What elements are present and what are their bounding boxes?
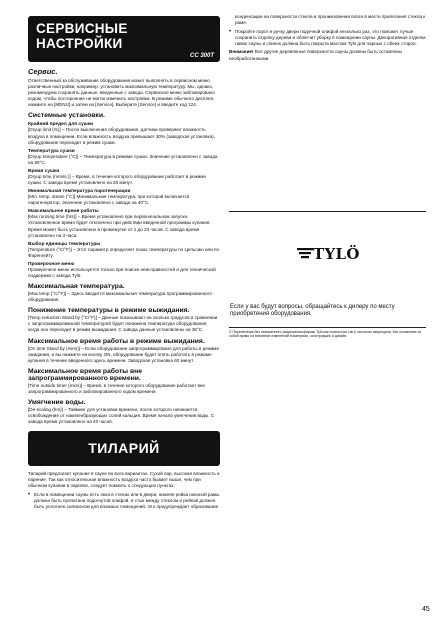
tylo-logo-mark-icon [297, 246, 313, 260]
attention-label: Внимание! [229, 49, 254, 55]
left-column [28, 0, 220, 512]
item-text: [Dryup time (mmss.)] – Время, в течение которого оборудование работает в режиме сушки. С завода время установлено на 20 минут. [28, 173, 207, 186]
banner-title: СЕРВИСНЫЕ НАСТРОЙКИ [36, 21, 128, 51]
item-title: Температура сушки [28, 148, 75, 154]
section-text: [Max temp (°C/°F)] – Здесь вводится максимальная температура программированного оборудования. [28, 291, 212, 303]
section-heading: Максимальная температура. [28, 283, 125, 291]
item-text: [Dryup limit (%)] – После выключения оборудования, датчики проверяют влажность воздуха в помещении. Если влажность воздуха превышает 30% (заводская установка), оборудование переходит в режим сушки. [28, 127, 215, 145]
right-column [229, 0, 426, 631]
section-heading: Максимальное время работы в режиме выжидания. [28, 337, 205, 345]
item-title: Минимальная температура парогенерации [28, 189, 131, 195]
section-text: [On time Stand by (mins)] – Если оборудование запрограммировано для работы в режиме ожидания, и вы нажмете на кнопку ON, оборудование будет опять работать в режиме купания в течение введенного здесь времени. Заводская установка 60 минут. [28, 345, 219, 363]
attention-note [229, 49, 426, 61]
item-text: [Max running time (hrs)] – Время установлено при первоначальном запуске. Установленное время будет отключено при действии введенной программы купания. Время может быть установлено в промежутке от 1 до 24 часов. С завода время установлено на 3 часа. [28, 214, 211, 238]
section-text: [Temp reduction Stand by (°C/°F)] – Данные показывают на сколько градусов в сравнении с запрограммированной температурой будет понижена температура оборудования, когда оно переходит в режим выжидания. С завода данные установлены на 36°C. [28, 315, 218, 333]
service-heading: Сервис. [28, 67, 58, 76]
tilarium-intro: Тиларий предлагает купание в сауне во всех вариантах. Сухой пар, высокая влажность и парение. Так как относительная влажность воздуха часто бывает выше, чем при обычном купании в парилке, следует помнить о следующих пунктах: [28, 471, 220, 489]
item-title: Время сушки [28, 168, 60, 174]
contact-text: Если у вас будут вопросы, обращайтесь к дилеру по месту приобретения оборудования. [230, 304, 395, 317]
banner-model: CC 300T [189, 53, 214, 59]
item-title: Максимальное время работы [28, 209, 99, 215]
item-text: Проверочное меню используется только при поиске неисправностей и для технической поддержки с завода Tylö. [28, 266, 216, 278]
page-number: 45 [422, 606, 430, 613]
section-heading: Умягчение воды. [28, 399, 86, 406]
tilarium-bullet: • Если в помещении сауны есть окна в стенах или в двери, нижняя рейка оконной рамы должна быть пропитана подогнутой олифой, и стык между стеклом и рейкой должен быть уплотнен силиконом для влажных помещений. Это предупреждает образование [28, 492, 220, 510]
section-heading: Максимальное время работы вне запрограммированного времени. [28, 367, 143, 382]
service-intro: Ответственный за обслуживание оборудования может выполнять в сервисном меню различные настройки, например, установить максимальную температуру. Мы, однако, рекомендуем сохранять данные, введенные с завода. Сервисное меню заблокировано кодом, чтобы посторонние не могли изменить настройки. В режиме обычного дисплея, нажмите на [MENU] и затем на [Service]. Выберите [Service] и введите код 124. [28, 78, 215, 108]
logo-box [229, 211, 426, 328]
right-bullet: • Покройте порог и ручку двери подочной олифой несколько раз, это поможет лучше сохранить отделку дерева и облегчит уборку в помещении сауны. Декоративная отделка лавок сауны и спинок должна быть покрыта маслом Tylö для парных с обеих сторон. [229, 29, 426, 47]
continued-text: конденсации на поверхности стекла и проникновения влаги в месте прилегания стекла к раме. [235, 14, 426, 26]
fine-print: © Перепечатка без письменного разрешения фирмы Tylö как полностью так и частично запрещена. Мы оставляем за собой право на внесение изменений в материал, конструкцию и дизайн. [229, 330, 421, 339]
system-heading: Системные установки. [28, 112, 105, 120]
item-text: [Dryup temperature (°C)] – Температура в режиме сушки. Значение установлено с завода на 80°C. [28, 153, 218, 165]
item-text: [Temperature (°C/°F)] – Этот параметр определяет показ температуры по Цельсию или по Фаренгейту. [28, 246, 220, 258]
section-banner [28, 16, 220, 62]
section-heading: Понижение температуры в режиме выжидания. [28, 307, 190, 315]
section-text: [Time outside timer (mins)] – Время, в течение которого оборудование работает вне запрограммированного и заблокированного кодом времени. [28, 382, 205, 394]
item-text: [Min. temp. steam (°C)] Минимальная температура, при которой включается парогенератор. Значение установлено с завода на 40°C. [28, 194, 190, 206]
tylo-logo: TYLÖ [313, 245, 360, 263]
item-title: Проверочное меню [28, 261, 75, 267]
item-title: Выбор единицы температуры [28, 241, 101, 247]
attention-text: Все другие деревянные поверхности сауны должны быть оставлены необработанными. [229, 49, 402, 61]
tilarium-banner: ТИЛАРИЙ [28, 431, 220, 466]
item-title: Крайний предел для сушки [28, 122, 94, 128]
section-text: [De-scaling (hrs)] – Тайминг для установки времени, после которого начинается освобождение от накипеобразующих солей кальция. Время начала умягчения воды. С завода время установлено на 40 часов. [28, 407, 215, 425]
